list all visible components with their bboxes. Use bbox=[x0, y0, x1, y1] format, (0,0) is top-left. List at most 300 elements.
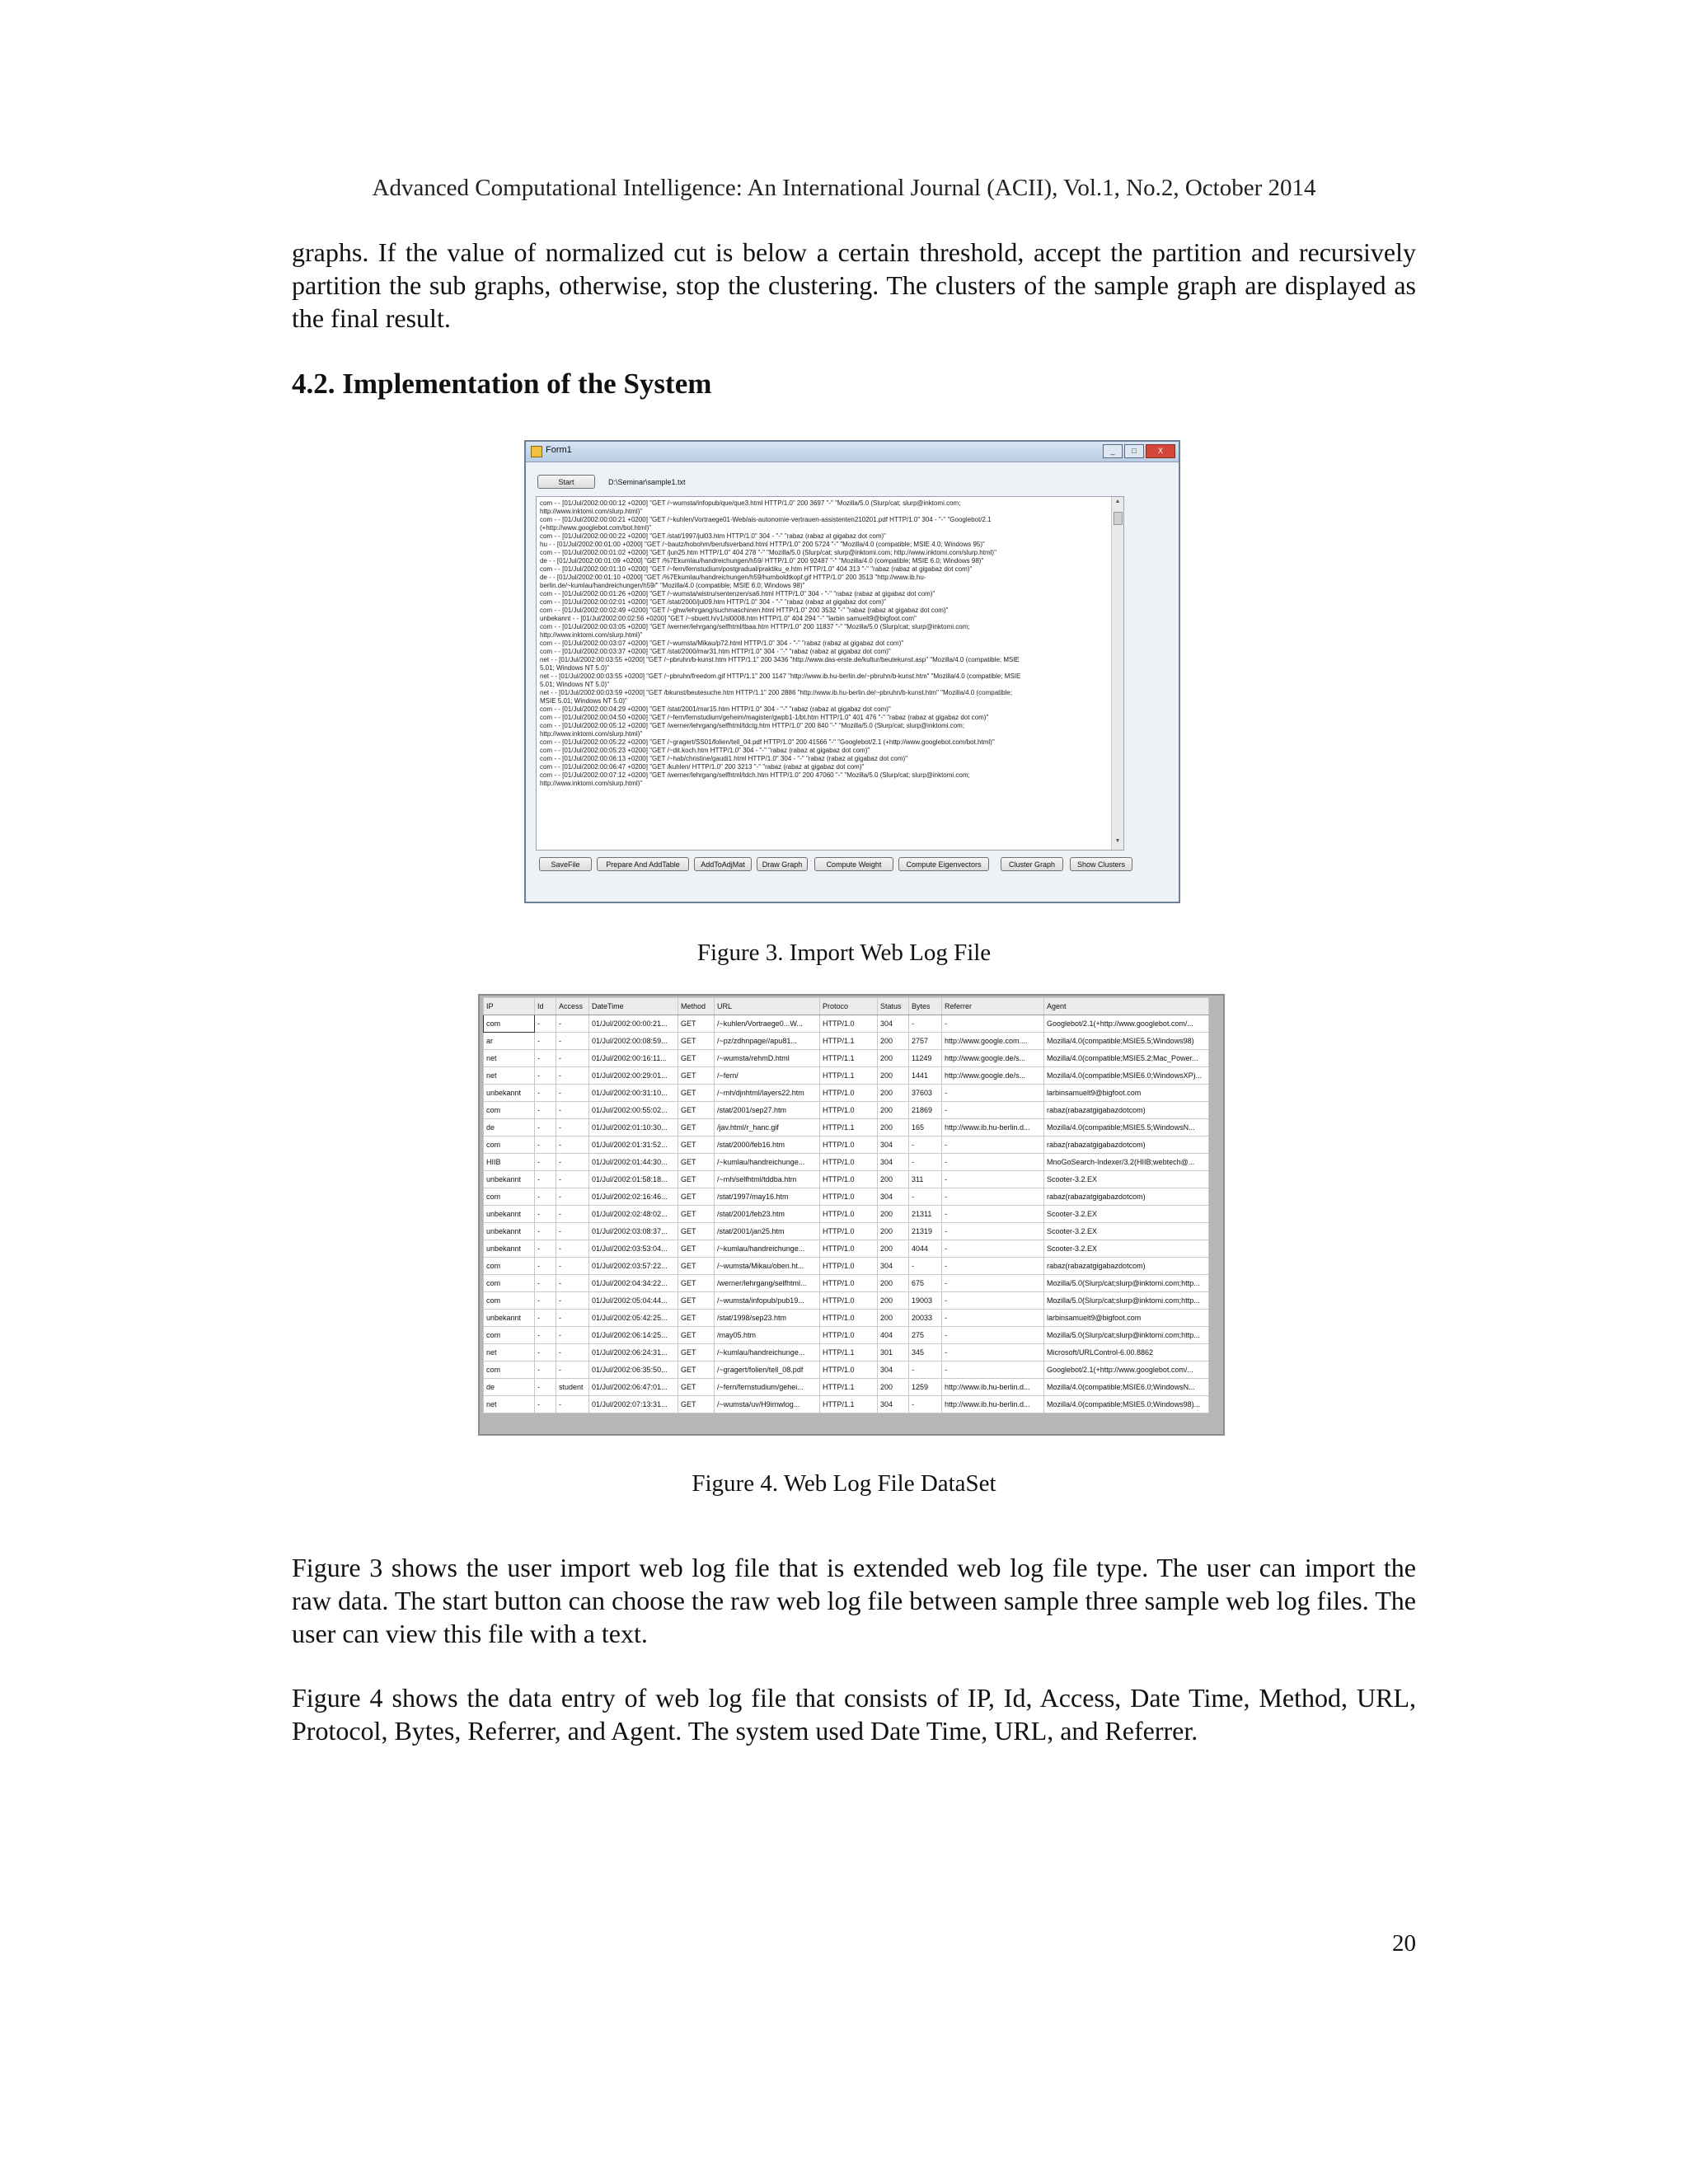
table-cell[interactable]: rabaz(rabazatgigabazdotcom) bbox=[1044, 1258, 1209, 1275]
table-cell[interactable]: - bbox=[556, 1067, 589, 1085]
table-cell[interactable]: /~wumsta/uv/H9imwlog... bbox=[715, 1396, 820, 1413]
table-cell[interactable]: 345 bbox=[909, 1344, 942, 1361]
table-row[interactable] bbox=[484, 1344, 1209, 1361]
table-cell[interactable]: - bbox=[942, 1258, 1044, 1275]
column-header[interactable]: URL bbox=[715, 998, 820, 1015]
table-cell[interactable]: - bbox=[909, 1361, 942, 1379]
table-cell[interactable]: com bbox=[484, 1361, 535, 1379]
table-cell[interactable]: - bbox=[556, 1085, 589, 1102]
addtoadjmat-button[interactable]: AddToAdjMat bbox=[694, 857, 752, 871]
column-header[interactable]: Bytes bbox=[909, 998, 942, 1015]
table-cell[interactable]: /stat/1998/sep23.htm bbox=[715, 1310, 820, 1327]
table-cell[interactable]: HTTP/1.1 bbox=[820, 1396, 878, 1413]
table-cell[interactable]: - bbox=[535, 1102, 556, 1119]
scroll-thumb[interactable] bbox=[1114, 512, 1123, 525]
table-cell[interactable]: - bbox=[535, 1154, 556, 1171]
table-cell[interactable]: net bbox=[484, 1050, 535, 1067]
close-button[interactable]: X bbox=[1146, 444, 1175, 458]
table-cell[interactable]: GET bbox=[678, 1344, 715, 1361]
table-cell[interactable]: - bbox=[942, 1102, 1044, 1119]
table-cell[interactable]: Mozilla/4.0(compatible;MSIE5.0;Windows98)... bbox=[1044, 1396, 1209, 1413]
table-cell[interactable]: /~gragert/folien/tell_08.pdf bbox=[715, 1361, 820, 1379]
column-header[interactable]: Referrer bbox=[942, 998, 1044, 1015]
table-cell[interactable]: HTTP/1.0 bbox=[820, 1258, 878, 1275]
table-cell[interactable]: 01/Jul/2002:01:10:30... bbox=[589, 1119, 678, 1137]
table-cell[interactable]: - bbox=[556, 1137, 589, 1154]
table-cell[interactable]: - bbox=[535, 1292, 556, 1310]
table-row[interactable] bbox=[484, 1050, 1209, 1067]
table-cell[interactable]: GET bbox=[678, 1361, 715, 1379]
table-cell[interactable]: net bbox=[484, 1396, 535, 1413]
table-cell[interactable]: - bbox=[535, 1310, 556, 1327]
table-cell[interactable]: - bbox=[556, 1292, 589, 1310]
table-cell[interactable]: GET bbox=[678, 1258, 715, 1275]
table-cell[interactable]: HTTP/1.0 bbox=[820, 1292, 878, 1310]
column-header[interactable]: Agent bbox=[1044, 998, 1209, 1015]
table-cell[interactable]: 01/Jul/2002:05:04:44... bbox=[589, 1292, 678, 1310]
table-cell[interactable]: - bbox=[556, 1033, 589, 1050]
table-cell[interactable]: - bbox=[535, 1206, 556, 1223]
table-cell[interactable]: Mozilla/4.0(compatible;MSIE6.0;WindowsN... bbox=[1044, 1379, 1209, 1396]
table-cell[interactable]: Scooter-3.2.EX bbox=[1044, 1206, 1209, 1223]
table-cell[interactable]: 20033 bbox=[909, 1310, 942, 1327]
table-cell[interactable]: 01/Jul/2002:06:35:50... bbox=[589, 1361, 678, 1379]
table-cell[interactable]: unbekannt bbox=[484, 1085, 535, 1102]
table-cell[interactable]: com bbox=[484, 1292, 535, 1310]
table-cell[interactable]: http://www.google.com.... bbox=[942, 1033, 1044, 1050]
table-row[interactable] bbox=[484, 1310, 1209, 1327]
table-cell[interactable]: GET bbox=[678, 1137, 715, 1154]
table-cell[interactable]: 200 bbox=[878, 1171, 909, 1188]
table-cell[interactable]: GET bbox=[678, 1033, 715, 1050]
table-cell[interactable]: - bbox=[942, 1085, 1044, 1102]
table-cell[interactable]: - bbox=[909, 1258, 942, 1275]
table-cell[interactable]: - bbox=[942, 1171, 1044, 1188]
table-cell[interactable]: /~pz/zdhnpage//apu81... bbox=[715, 1033, 820, 1050]
compute-eigenvectors-button[interactable]: Compute Eigenvectors bbox=[898, 857, 989, 871]
table-cell[interactable]: /stat/2000/feb16.htm bbox=[715, 1137, 820, 1154]
table-cell[interactable]: Mozilla/5.0(Slurp/cat;slurp@inktomi.com;http... bbox=[1044, 1275, 1209, 1292]
table-cell[interactable]: - bbox=[535, 1033, 556, 1050]
table-cell[interactable]: 200 bbox=[878, 1119, 909, 1137]
table-cell[interactable]: HTTP/1.0 bbox=[820, 1102, 878, 1119]
table-row[interactable] bbox=[484, 1292, 1209, 1310]
table-cell[interactable]: 675 bbox=[909, 1275, 942, 1292]
table-cell[interactable]: GET bbox=[678, 1240, 715, 1258]
table-cell[interactable]: HTTP/1.0 bbox=[820, 1154, 878, 1171]
table-row[interactable] bbox=[484, 1361, 1209, 1379]
table-cell[interactable]: GET bbox=[678, 1015, 715, 1033]
table-cell[interactable]: com bbox=[484, 1188, 535, 1206]
table-cell[interactable]: 304 bbox=[878, 1137, 909, 1154]
table-cell[interactable]: /~wumsta/Mikau/oben.ht... bbox=[715, 1258, 820, 1275]
table-row[interactable] bbox=[484, 1379, 1209, 1396]
table-cell[interactable]: 200 bbox=[878, 1223, 909, 1240]
table-cell[interactable]: - bbox=[535, 1171, 556, 1188]
table-cell[interactable]: HTTP/1.0 bbox=[820, 1188, 878, 1206]
table-cell[interactable]: 01/Jul/2002:06:14:25... bbox=[589, 1327, 678, 1344]
table-cell[interactable]: 2757 bbox=[909, 1033, 942, 1050]
table-cell[interactable]: - bbox=[556, 1361, 589, 1379]
table-cell[interactable]: - bbox=[556, 1119, 589, 1137]
table-cell[interactable]: - bbox=[535, 1050, 556, 1067]
table-cell[interactable]: - bbox=[556, 1310, 589, 1327]
table-cell[interactable]: 01/Jul/2002:03:53:04... bbox=[589, 1240, 678, 1258]
table-cell[interactable]: 1259 bbox=[909, 1379, 942, 1396]
table-cell[interactable]: 21311 bbox=[909, 1206, 942, 1223]
table-cell[interactable]: HTTP/1.0 bbox=[820, 1137, 878, 1154]
table-cell[interactable]: 304 bbox=[878, 1154, 909, 1171]
table-cell[interactable]: 37603 bbox=[909, 1085, 942, 1102]
table-cell[interactable]: 01/Jul/2002:00:16:11... bbox=[589, 1050, 678, 1067]
table-cell[interactable]: /~mh/djnhtml/layers22.htm bbox=[715, 1085, 820, 1102]
table-cell[interactable]: 11249 bbox=[909, 1050, 942, 1067]
log-scrollbar[interactable] bbox=[1111, 497, 1123, 850]
table-cell[interactable]: HTTP/1.1 bbox=[820, 1067, 878, 1085]
table-cell[interactable]: - bbox=[535, 1258, 556, 1275]
table-cell[interactable]: GET bbox=[678, 1379, 715, 1396]
table-cell[interactable]: - bbox=[942, 1137, 1044, 1154]
column-header[interactable]: Access bbox=[556, 998, 589, 1015]
table-cell[interactable]: - bbox=[942, 1361, 1044, 1379]
table-cell[interactable]: 301 bbox=[878, 1344, 909, 1361]
table-cell[interactable]: Mozilla/4.0(compatible;MSIE5.5;WindowsN... bbox=[1044, 1119, 1209, 1137]
table-row[interactable] bbox=[484, 1033, 1209, 1050]
table-cell[interactable]: - bbox=[942, 1275, 1044, 1292]
table-row[interactable] bbox=[484, 1085, 1209, 1102]
table-row[interactable] bbox=[484, 1171, 1209, 1188]
log-textbox[interactable] bbox=[536, 496, 1124, 851]
table-cell[interactable]: 304 bbox=[878, 1015, 909, 1033]
table-cell[interactable]: - bbox=[556, 1327, 589, 1344]
table-cell[interactable]: /~fern/fernstudium/gehei... bbox=[715, 1379, 820, 1396]
table-cell[interactable]: - bbox=[535, 1188, 556, 1206]
table-cell[interactable]: /~wumsta/rehmD.html bbox=[715, 1050, 820, 1067]
table-cell[interactable]: GET bbox=[678, 1223, 715, 1240]
table-cell[interactable]: 200 bbox=[878, 1310, 909, 1327]
table-cell[interactable]: HIIB bbox=[484, 1154, 535, 1171]
start-button[interactable]: Start bbox=[537, 475, 595, 489]
table-cell[interactable]: 01/Jul/2002:02:48:02... bbox=[589, 1206, 678, 1223]
table-row[interactable] bbox=[484, 1240, 1209, 1258]
table-cell[interactable]: unbekannt bbox=[484, 1240, 535, 1258]
table-cell[interactable]: unbekannt bbox=[484, 1206, 535, 1223]
table-cell[interactable]: Googlebot/2.1(+http://www.googlebot.com/... bbox=[1044, 1361, 1209, 1379]
table-cell[interactable]: 200 bbox=[878, 1102, 909, 1119]
table-cell[interactable]: - bbox=[942, 1344, 1044, 1361]
table-cell[interactable]: Mozilla/4.0(compatible;MSIE6.0;WindowsXP)... bbox=[1044, 1067, 1209, 1085]
table-cell[interactable]: Mozilla/5.0(Slurp/cat;slurp@inktomi.com;http... bbox=[1044, 1327, 1209, 1344]
table-cell[interactable]: /jav.html/r_hanc.gif bbox=[715, 1119, 820, 1137]
table-row[interactable] bbox=[484, 1327, 1209, 1344]
table-cell[interactable]: 200 bbox=[878, 1206, 909, 1223]
table-cell[interactable]: 200 bbox=[878, 1067, 909, 1085]
table-cell[interactable]: - bbox=[535, 1067, 556, 1085]
table-cell[interactable]: Googlebot/2.1(+http://www.googlebot.com/... bbox=[1044, 1015, 1209, 1033]
table-row[interactable] bbox=[484, 1102, 1209, 1119]
table-cell[interactable]: - bbox=[556, 1050, 589, 1067]
table-cell[interactable]: http://www.ib.hu-berlin.d... bbox=[942, 1379, 1044, 1396]
table-row[interactable] bbox=[484, 1067, 1209, 1085]
table-cell[interactable]: - bbox=[942, 1015, 1044, 1033]
table-cell[interactable]: 200 bbox=[878, 1240, 909, 1258]
table-row[interactable] bbox=[484, 1396, 1209, 1413]
table-cell[interactable]: de bbox=[484, 1379, 535, 1396]
compute-weight-button[interactable]: Compute Weight bbox=[814, 857, 893, 871]
table-cell[interactable]: - bbox=[556, 1258, 589, 1275]
table-cell[interactable]: com bbox=[484, 1102, 535, 1119]
table-cell[interactable]: - bbox=[556, 1171, 589, 1188]
column-header[interactable]: Protoco bbox=[820, 998, 878, 1015]
column-header[interactable]: DateTime bbox=[589, 998, 678, 1015]
table-cell[interactable]: /~kumlau/handreichunge... bbox=[715, 1154, 820, 1171]
table-cell[interactable]: - bbox=[556, 1223, 589, 1240]
table-cell[interactable]: /stat/2001/feb23.htm bbox=[715, 1206, 820, 1223]
table-cell[interactable]: - bbox=[942, 1223, 1044, 1240]
table-cell[interactable]: - bbox=[535, 1015, 556, 1033]
table-cell[interactable]: 01/Jul/2002:05:42:25... bbox=[589, 1310, 678, 1327]
table-cell[interactable]: com bbox=[484, 1327, 535, 1344]
table-cell[interactable]: 01/Jul/2002:00:31:10... bbox=[589, 1085, 678, 1102]
table-cell[interactable]: - bbox=[556, 1188, 589, 1206]
table-cell[interactable]: - bbox=[942, 1206, 1044, 1223]
table-row[interactable] bbox=[484, 1188, 1209, 1206]
table-cell[interactable]: 200 bbox=[878, 1379, 909, 1396]
table-cell[interactable]: 01/Jul/2002:02:16:46... bbox=[589, 1188, 678, 1206]
table-cell[interactable]: 304 bbox=[878, 1361, 909, 1379]
table-cell[interactable]: - bbox=[556, 1102, 589, 1119]
table-cell[interactable]: 304 bbox=[878, 1188, 909, 1206]
table-cell[interactable]: GET bbox=[678, 1119, 715, 1137]
table-cell[interactable]: - bbox=[535, 1327, 556, 1344]
show-clusters-button[interactable]: Show Clusters bbox=[1070, 857, 1132, 871]
table-cell[interactable]: - bbox=[535, 1223, 556, 1240]
table-cell[interactable]: GET bbox=[678, 1327, 715, 1344]
column-header[interactable]: Status bbox=[878, 998, 909, 1015]
table-cell[interactable]: HTTP/1.0 bbox=[820, 1327, 878, 1344]
table-cell[interactable]: 01/Jul/2002:01:31:52... bbox=[589, 1137, 678, 1154]
table-row[interactable] bbox=[484, 1119, 1209, 1137]
table-cell[interactable]: 275 bbox=[909, 1327, 942, 1344]
table-cell[interactable]: 165 bbox=[909, 1119, 942, 1137]
scroll-down-icon[interactable]: ▼ bbox=[1114, 838, 1121, 844]
column-header[interactable]: Method bbox=[678, 998, 715, 1015]
table-cell[interactable]: net bbox=[484, 1344, 535, 1361]
table-cell[interactable]: com bbox=[484, 1015, 535, 1033]
table-cell[interactable]: - bbox=[556, 1206, 589, 1223]
table-cell[interactable]: 1441 bbox=[909, 1067, 942, 1085]
table-cell[interactable]: HTTP/1.1 bbox=[820, 1344, 878, 1361]
table-cell[interactable]: - bbox=[556, 1154, 589, 1171]
table-cell[interactable]: Mozilla/4.0(compatible;MSIE5.5;Windows98) bbox=[1044, 1033, 1209, 1050]
table-cell[interactable]: http://www.google.de/s... bbox=[942, 1067, 1044, 1085]
table-cell[interactable]: /~mh/selfhtml/tddba.htm bbox=[715, 1171, 820, 1188]
table-cell[interactable]: GET bbox=[678, 1188, 715, 1206]
table-cell[interactable]: - bbox=[556, 1344, 589, 1361]
table-cell[interactable]: - bbox=[535, 1361, 556, 1379]
table-cell[interactable]: /stat/2001/jan25.htm bbox=[715, 1223, 820, 1240]
table-cell[interactable]: HTTP/1.1 bbox=[820, 1379, 878, 1396]
table-cell[interactable]: com bbox=[484, 1275, 535, 1292]
table-cell[interactable]: 404 bbox=[878, 1327, 909, 1344]
table-cell[interactable]: http://www.google.de/s... bbox=[942, 1050, 1044, 1067]
table-cell[interactable]: - bbox=[556, 1275, 589, 1292]
table-cell[interactable]: Scooter-3.2.EX bbox=[1044, 1240, 1209, 1258]
table-cell[interactable]: - bbox=[535, 1396, 556, 1413]
table-cell[interactable]: - bbox=[535, 1085, 556, 1102]
table-cell[interactable]: rabaz(rabazatgigabazdotcom) bbox=[1044, 1102, 1209, 1119]
table-cell[interactable]: 311 bbox=[909, 1171, 942, 1188]
table-cell[interactable]: - bbox=[942, 1310, 1044, 1327]
table-cell[interactable]: 01/Jul/2002:07:13:31... bbox=[589, 1396, 678, 1413]
table-cell[interactable]: 01/Jul/2002:03:57:22... bbox=[589, 1258, 678, 1275]
table-cell[interactable]: GET bbox=[678, 1206, 715, 1223]
table-cell[interactable]: GET bbox=[678, 1310, 715, 1327]
table-cell[interactable]: GET bbox=[678, 1067, 715, 1085]
table-cell[interactable]: 200 bbox=[878, 1033, 909, 1050]
table-cell[interactable]: Scooter-3.2.EX bbox=[1044, 1223, 1209, 1240]
table-cell[interactable]: unbekannt bbox=[484, 1223, 535, 1240]
table-cell[interactable]: - bbox=[909, 1015, 942, 1033]
table-cell[interactable]: 200 bbox=[878, 1275, 909, 1292]
table-cell[interactable]: /werner/lehrgang/selfhtml... bbox=[715, 1275, 820, 1292]
column-header[interactable]: Id bbox=[535, 998, 556, 1015]
table-cell[interactable]: student bbox=[556, 1379, 589, 1396]
table-cell[interactable]: /~fern/ bbox=[715, 1067, 820, 1085]
table-cell[interactable]: com bbox=[484, 1137, 535, 1154]
table-cell[interactable]: GET bbox=[678, 1154, 715, 1171]
table-cell[interactable]: MnoGoSearch-Indexer/3.2(HIIB;webtech@... bbox=[1044, 1154, 1209, 1171]
table-cell[interactable]: - bbox=[535, 1240, 556, 1258]
table-cell[interactable]: http://www.ib.hu-berlin.d... bbox=[942, 1119, 1044, 1137]
table-cell[interactable]: - bbox=[556, 1396, 589, 1413]
table-cell[interactable]: - bbox=[535, 1275, 556, 1292]
table-row[interactable] bbox=[484, 1137, 1209, 1154]
table-cell[interactable]: - bbox=[535, 1119, 556, 1137]
table-cell[interactable]: - bbox=[909, 1154, 942, 1171]
table-cell[interactable]: HTTP/1.0 bbox=[820, 1171, 878, 1188]
table-cell[interactable]: 01/Jul/2002:00:00:21... bbox=[589, 1015, 678, 1033]
table-cell[interactable]: /~kumlau/handreichunge... bbox=[715, 1240, 820, 1258]
scroll-up-icon[interactable]: ▲ bbox=[1114, 499, 1121, 504]
table-cell[interactable]: larbinsamuelt9@bigfoot.com bbox=[1044, 1310, 1209, 1327]
table-cell[interactable]: larbinsamuelt9@bigfoot.com bbox=[1044, 1085, 1209, 1102]
table-cell[interactable]: - bbox=[535, 1379, 556, 1396]
table-cell[interactable]: 01/Jul/2002:06:47:01... bbox=[589, 1379, 678, 1396]
table-cell[interactable]: /may05.htm bbox=[715, 1327, 820, 1344]
table-cell[interactable]: HTTP/1.0 bbox=[820, 1085, 878, 1102]
table-cell[interactable]: Scooter-3.2.EX bbox=[1044, 1171, 1209, 1188]
table-cell[interactable]: GET bbox=[678, 1050, 715, 1067]
table-cell[interactable]: GET bbox=[678, 1396, 715, 1413]
table-cell[interactable]: Mozilla/4.0(compatible;MSIE5.2;Mac_Power... bbox=[1044, 1050, 1209, 1067]
table-cell[interactable]: 01/Jul/2002:04:34:22... bbox=[589, 1275, 678, 1292]
table-cell[interactable]: /~wumsta/infopub/pub19... bbox=[715, 1292, 820, 1310]
table-cell[interactable]: /stat/2001/sep27.htm bbox=[715, 1102, 820, 1119]
table-cell[interactable]: GET bbox=[678, 1171, 715, 1188]
table-cell[interactable]: HTTP/1.0 bbox=[820, 1310, 878, 1327]
table-cell[interactable]: GET bbox=[678, 1292, 715, 1310]
table-cell[interactable]: 01/Jul/2002:00:29:01... bbox=[589, 1067, 678, 1085]
table-cell[interactable]: HTTP/1.0 bbox=[820, 1361, 878, 1379]
table-cell[interactable]: 01/Jul/2002:06:24:31... bbox=[589, 1344, 678, 1361]
table-cell[interactable]: - bbox=[942, 1240, 1044, 1258]
table-cell[interactable]: /stat/1997/may16.htm bbox=[715, 1188, 820, 1206]
table-cell[interactable]: - bbox=[942, 1327, 1044, 1344]
table-cell[interactable]: 304 bbox=[878, 1396, 909, 1413]
table-row[interactable] bbox=[484, 1154, 1209, 1171]
table-cell[interactable]: 200 bbox=[878, 1050, 909, 1067]
table-cell[interactable]: HTTP/1.0 bbox=[820, 1206, 878, 1223]
table-cell[interactable]: unbekannt bbox=[484, 1171, 535, 1188]
table-cell[interactable]: GET bbox=[678, 1275, 715, 1292]
table-cell[interactable]: 304 bbox=[878, 1258, 909, 1275]
table-row[interactable] bbox=[484, 1206, 1209, 1223]
table-cell[interactable]: 21319 bbox=[909, 1223, 942, 1240]
table-cell[interactable]: - bbox=[909, 1188, 942, 1206]
table-cell[interactable]: - bbox=[942, 1154, 1044, 1171]
table-cell[interactable]: HTTP/1.0 bbox=[820, 1240, 878, 1258]
table-cell[interactable]: - bbox=[909, 1396, 942, 1413]
table-cell[interactable]: /~kumlau/handreichunge... bbox=[715, 1344, 820, 1361]
draw-graph-button[interactable]: Draw Graph bbox=[757, 857, 808, 871]
table-cell[interactable]: 19003 bbox=[909, 1292, 942, 1310]
table-cell[interactable]: GET bbox=[678, 1085, 715, 1102]
table-cell[interactable]: 01/Jul/2002:01:44:30... bbox=[589, 1154, 678, 1171]
table-cell[interactable]: rabaz(rabazatgigabazdotcom) bbox=[1044, 1137, 1209, 1154]
table-cell[interactable]: de bbox=[484, 1119, 535, 1137]
table-cell[interactable]: - bbox=[942, 1292, 1044, 1310]
table-cell[interactable]: 01/Jul/2002:00:08:59... bbox=[589, 1033, 678, 1050]
table-cell[interactable]: HTTP/1.0 bbox=[820, 1275, 878, 1292]
table-cell[interactable]: ar bbox=[484, 1033, 535, 1050]
table-row[interactable] bbox=[484, 1015, 1209, 1033]
table-cell[interactable]: HTTP/1.1 bbox=[820, 1050, 878, 1067]
table-cell[interactable]: /~kuhlen/Vortraege0...W... bbox=[715, 1015, 820, 1033]
table-cell[interactable]: - bbox=[909, 1137, 942, 1154]
cluster-graph-button[interactable]: Cluster Graph bbox=[1001, 857, 1063, 871]
table-cell[interactable]: - bbox=[556, 1240, 589, 1258]
table-cell[interactable]: unbekannt bbox=[484, 1310, 535, 1327]
prepare-and-addtable-button[interactable]: Prepare And AddTable bbox=[597, 857, 689, 871]
table-cell[interactable]: 01/Jul/2002:03:08:37... bbox=[589, 1223, 678, 1240]
table-cell[interactable]: GET bbox=[678, 1102, 715, 1119]
table-cell[interactable]: rabaz(rabazatgigabazdotcom) bbox=[1044, 1188, 1209, 1206]
column-header[interactable]: IP bbox=[484, 998, 535, 1015]
table-cell[interactable]: - bbox=[535, 1344, 556, 1361]
table-cell[interactable]: HTTP/1.1 bbox=[820, 1033, 878, 1050]
savefile-button[interactable]: SaveFile bbox=[539, 857, 592, 871]
table-row[interactable] bbox=[484, 1258, 1209, 1275]
table-cell[interactable]: 200 bbox=[878, 1292, 909, 1310]
table-cell[interactable]: 21869 bbox=[909, 1102, 942, 1119]
table-cell[interactable]: HTTP/1.0 bbox=[820, 1223, 878, 1240]
table-row[interactable] bbox=[484, 1223, 1209, 1240]
table-cell[interactable]: - bbox=[942, 1188, 1044, 1206]
table-cell[interactable]: - bbox=[535, 1137, 556, 1154]
table-cell[interactable]: 01/Jul/2002:01:58:18... bbox=[589, 1171, 678, 1188]
table-cell[interactable]: HTTP/1.0 bbox=[820, 1015, 878, 1033]
minimize-button[interactable]: _ bbox=[1103, 444, 1123, 458]
table-row[interactable] bbox=[484, 1275, 1209, 1292]
table-cell[interactable]: net bbox=[484, 1067, 535, 1085]
table-cell[interactable]: http://www.ib.hu-berlin.d... bbox=[942, 1396, 1044, 1413]
table-cell[interactable]: HTTP/1.1 bbox=[820, 1119, 878, 1137]
table-cell[interactable]: Microsoft/URLControl-6.00.8862 bbox=[1044, 1344, 1209, 1361]
table-cell[interactable]: Mozilla/5.0(Slurp/cat;slurp@inktomi.com;http... bbox=[1044, 1292, 1209, 1310]
table-cell[interactable]: 200 bbox=[878, 1085, 909, 1102]
maximize-button[interactable]: □ bbox=[1124, 444, 1144, 458]
